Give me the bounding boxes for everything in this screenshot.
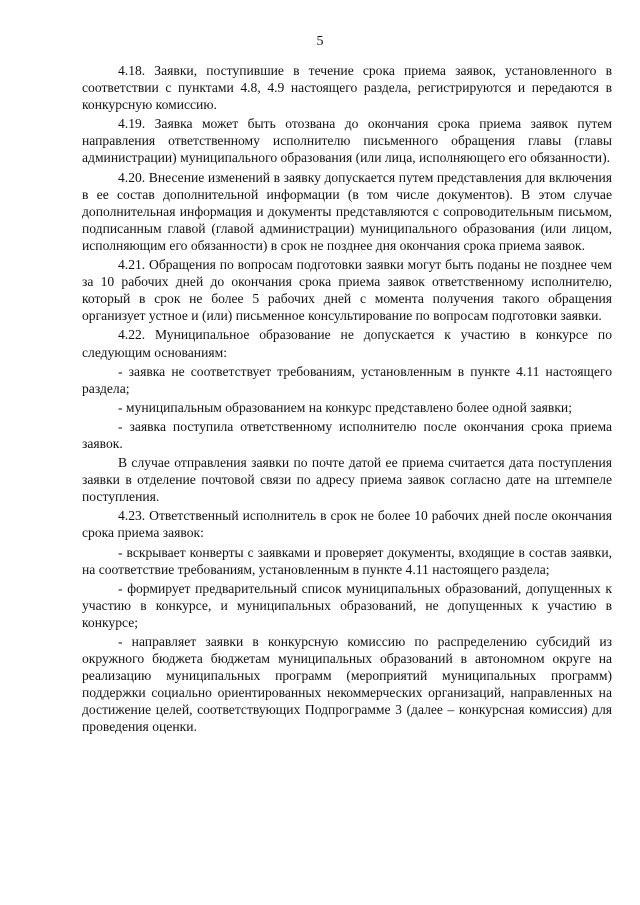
- paragraph-4-19: 4.19. Заявка может быть отозвана до окончания срока приема заявок путем направления ответственному исполнителю письменного обращения главы (главы администрации) муниципального образования (или лица, исполняющего его обязанности).: [82, 116, 612, 166]
- list-item-multiple-applications: - муниципальным образованием на конкурс представлено более одной заявки;: [118, 399, 572, 415]
- paragraph-4-23: 4.23. Ответственный исполнитель в срок не более 10 рабочих дней после окончания срока приема заявок:: [82, 508, 612, 541]
- list-item-preliminary-list: - формирует предварительный список муниципальных образований, допущенных к участию в конкурсе, и муниципальных образований, не допущенных к участию в конкурсе;: [82, 580, 612, 630]
- page-number: 5: [316, 34, 324, 49]
- paragraph-mail-date: В случае отправления заявки по почте датой ее приема считается дата поступления заявки в отделение почтовой связи по адресу приема заявок согласно дате на штемпеле поступления.: [82, 455, 612, 505]
- paragraph-4-20: 4.20. Внесение изменений в заявку допускается путем представления для включения в ее состав дополнительной информации (в том числе документов). В этом случае дополнительная информация и документы представляются с сопроводительным письмом, подписанным главой (главой администрации) муниципального образования (или лицом, исполняющим его обязанности) в срок не позднее дня окончания срока приема заявок.: [82, 169, 612, 253]
- list-item-requirements: - заявка не соответствует требованиям, установленным в пункте 4.11 настоящего раздела;: [82, 363, 612, 396]
- list-item-late-application: - заявка поступила ответственному исполнителю после окончания срока приема заявок.: [82, 418, 612, 451]
- paragraph-4-22: 4.22. Муниципальное образование не допускается к участию в конкурсе по следующим основаниям:: [82, 327, 612, 360]
- document-body: [82, 62, 612, 738]
- paragraph-4-21: 4.21. Обращения по вопросам подготовки заявки могут быть поданы не позднее чем за 10 рабочих дней до окончания срока приема заявок ответственному исполнителю, который в срок не более 5 рабочих дней с момента получения такого обращения организует устное и (или) письменное консультирование по вопросам подготовки заявки.: [82, 257, 612, 324]
- list-item-send-to-commission: - направляет заявки в конкурсную комиссию по распределению субсидий из окружного бюджета бюджетам муниципальных образований в автономном округе на реализацию муниципальных программ (мероприятий муниципальных программ) поддержки социально ориентированных некоммерческих организаций, направленных на достижение целей, соответствующих Подпрограмме 3 (далее – конкурсная комиссия) для проведения оценки.: [82, 634, 612, 735]
- paragraph-4-18: 4.18. Заявки, поступившие в течение срока приема заявок, установленного в соответствии с пунктами 4.8, 4.9 настоящего раздела, регистрируются и передаются в конкурсную комиссию.: [82, 63, 612, 113]
- list-item-open-envelopes: - вскрывает конверты с заявками и проверяет документы, входящие в состав заявки, на соответствие требованиям, установленным в пункте 4.11 настоящего раздела;: [82, 544, 612, 577]
